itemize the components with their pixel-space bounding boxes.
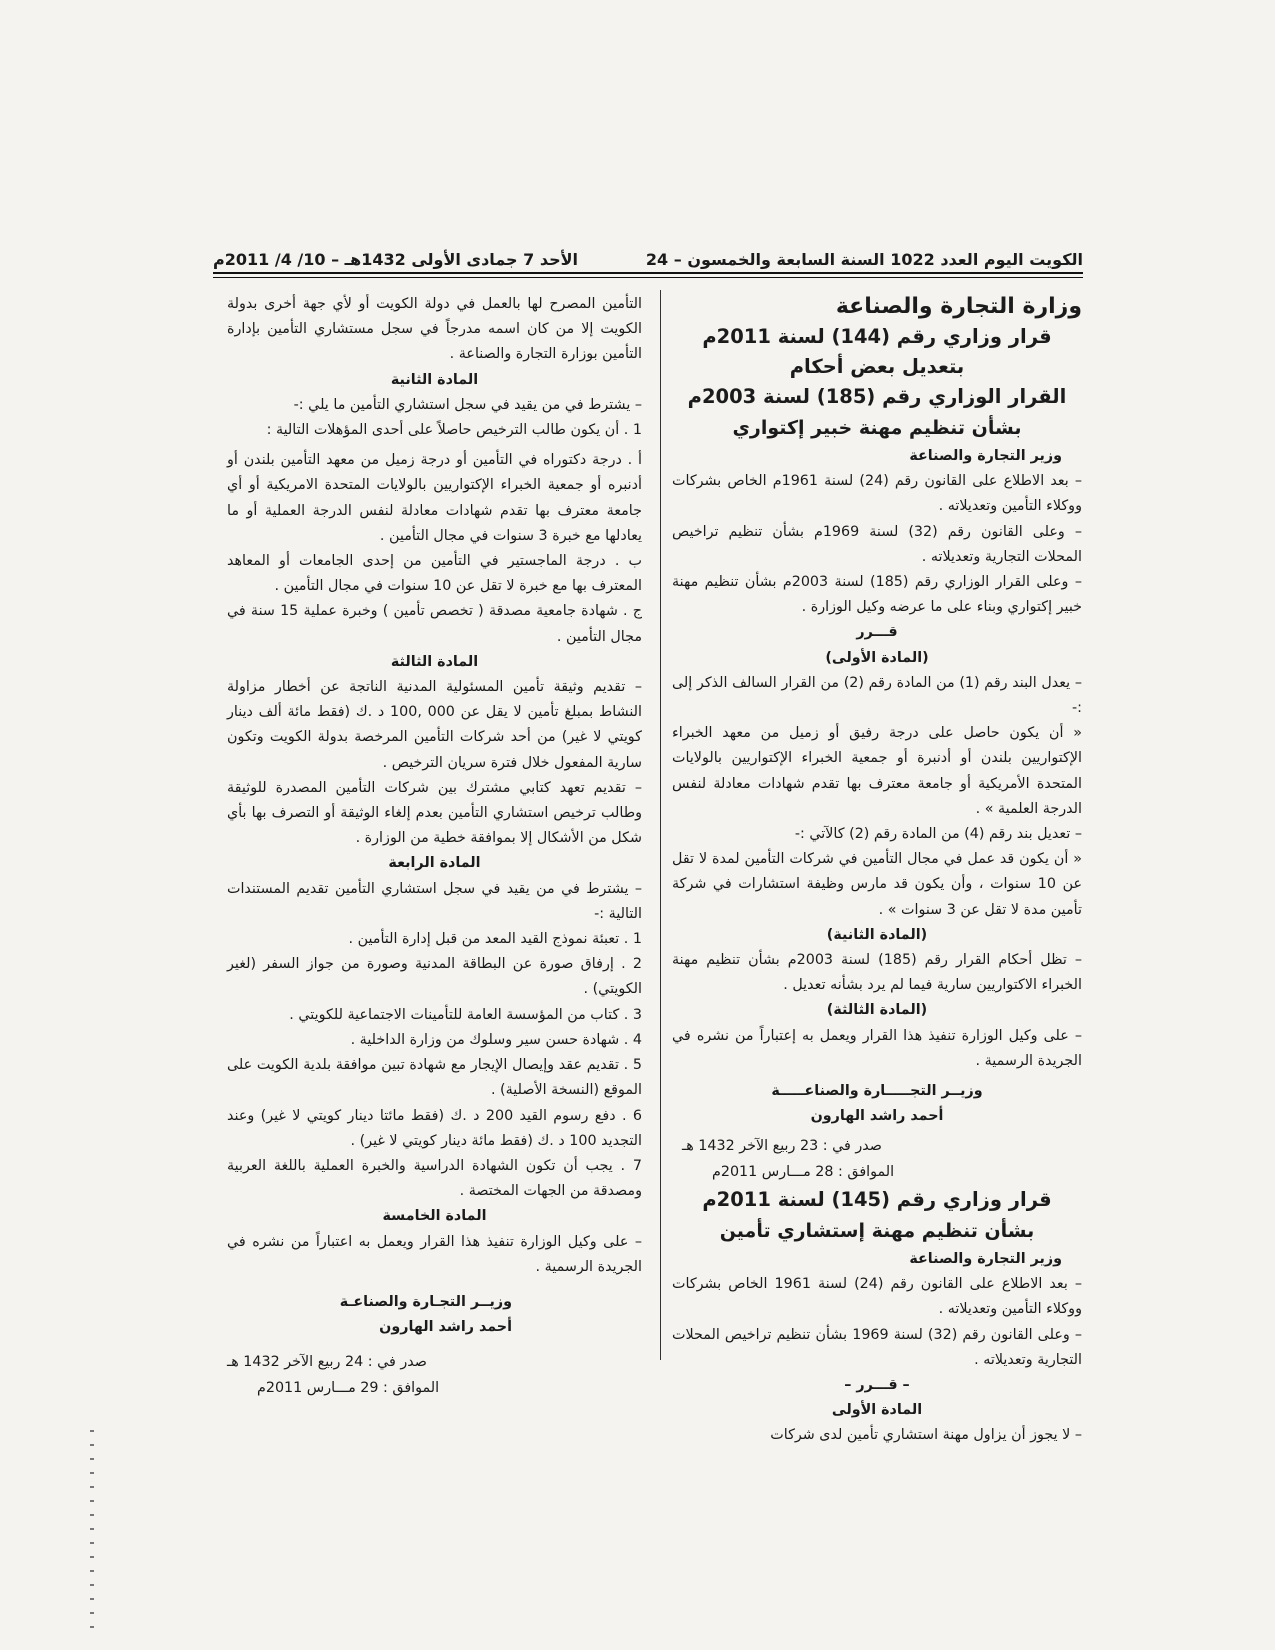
article-2-heading: المادة الثانية xyxy=(390,371,479,388)
issued-hijri-date: صدر في : 23 ربيع الآخر 1432 هـ xyxy=(682,1138,882,1155)
decision-144-title-line2: القرار الوزاري رقم (185) لسنة 2003م xyxy=(687,385,1067,408)
article-1-heading: (المادة الأولى) xyxy=(825,649,929,666)
preamble-item: – وعلى القانون رقم (32) لسنة 1969م بشأن تنظيم تراخيص المحلات التجارية وتعديلاته . xyxy=(672,523,1082,565)
article-1-text: – يعدل البند رقم (1) من المادة رقم (2) من القرار السالف الذكر إلى :- xyxy=(672,674,1083,717)
signature-name: أحمد راشد الهارون xyxy=(379,1319,512,1336)
signature-title: وزيــر التجـــــارة والصناعـــــة xyxy=(771,1083,983,1100)
article-5-text: – على وكيل الوزارة تنفيذ هذا القرار ويعمل به اعتباراً من نشره في الجريدة الرسمية . xyxy=(227,1233,642,1275)
document-list-item: 6 . دفع رسوم القيد 200 د .ك (فقط مائتا دينار كويتي لا غير) وعند التجديد 100 د .ك (فقط مائة دينار كويتي لا غير) . xyxy=(227,1107,642,1149)
document-list-item: 2 . إرفاق صورة عن البطاقة المدنية وصورة من جواز السفر (لغير الكويتي) . xyxy=(227,956,642,998)
decision-145-issuer: وزير التجارة والصناعة xyxy=(909,1250,1062,1267)
document-list-item: 1 . تعبئة نموذج القيد المعد من قبل إدارة التأمين . xyxy=(348,931,642,948)
page-header xyxy=(213,239,1083,269)
article-3-heading: (المادة الثالثة) xyxy=(826,1002,928,1019)
header-rule-thin xyxy=(213,277,1083,278)
article-3-heading: المادة الثالثة xyxy=(390,653,479,670)
article-1-text: – تعديل بند رقم (4) من المادة رقم (2) كالآتي :- xyxy=(794,826,1082,843)
article-1-text: – لا يجوز أن يزاول مهنة استشاري تأمين لدى شركات xyxy=(770,1427,1082,1444)
issued-gregorian-date: الموافق : 29 مـــارس 2011م xyxy=(257,1379,440,1396)
article-1-text: « أن يكون حاصل على درجة رفيق أو زميل من معهد الخبراء الإكتواريين بلندن أو أدنبرة أو جمعية الخبراء الإكتواريين بالولايات المتحدة الأمريكية أو جامعة معترف بها تقدم شهادات معادلة لنفس الدرجة العلمية » . xyxy=(672,725,1082,817)
document-list-item: 4 . شهادة حسن سير وسلوك من وزارة الداخلية . xyxy=(350,1031,642,1048)
article-2-sub-item: ب . درجة الماجستير في التأمين من إحدى الجامعات أو المعاهد المعترف بها مع خبرة لا تقل عن 10 سنوات في مجال التأمين . xyxy=(227,553,642,595)
issued-hijri-date: صدر في : 24 ربيع الآخر 1432 هـ xyxy=(227,1354,427,1371)
binding-marks xyxy=(90,1430,94,1630)
article-4-intro: – يشترط في من يقيد في سجل استشاري التأمين تقديم المستندات التالية :- xyxy=(227,880,642,922)
decision-145-subtitle: بشأن تنظيم مهنة إستشاري تأمين xyxy=(719,1219,1035,1242)
header-issue-info: الكويت اليوم العدد 1022 السنة السابعة والخمسون – 24 xyxy=(645,250,1083,269)
preamble-item: – وعلى القرار الوزاري رقم (185) لسنة 2003م بشأن تنظيم مهنة خبير إكتواري وبناء على ما عرضه وكيل الوزارة . xyxy=(672,574,1082,616)
decided-heading: – قـــرر – xyxy=(844,1376,910,1393)
decision-145-title: قرار وزاري رقم (145) لسنة 2011م xyxy=(702,1187,1052,1211)
preamble-item: – بعد الاطلاع على القانون رقم (24) لسنة 1961 الخاص بشركات ووكلاء التأمين وتعديلاته . xyxy=(672,1276,1083,1318)
article-2-heading: (المادة الثانية) xyxy=(826,926,928,943)
document-list-item: 5 . تقديم عقد وإيصال الإيجار مع شهادة تبين موافقة بلدية الكويت على الموقع (النسخة الأصلية) . xyxy=(227,1057,642,1099)
article-2-sub-item: أ . درجة دكتوراه في التأمين أو درجة زميل من معهد التأمين بلندن أو أدنبره أو جمعية الخبراء الإكتواريين بالولايات المتحدة الامريكية أو أي جامعة معترف بها تقدم شهادات معادلة لنفس الدرجة العملية أو ما يعادلها مع خبرة 3 سنوات في مجال التأمين . xyxy=(227,452,642,544)
article-1-text: « أن يكون قد عمل في مجال التأمين في شركات التأمين لمدة لا تقل عن 10 سنوات ، وأن يكون قد مارس وظيفة استشارات في شركة تأمين مدة لا تقل عن 3 سنوات » . xyxy=(672,851,1082,918)
decision-144-subtitle: بشأن تنظيم مهنة خبير إكتواري xyxy=(732,417,1022,439)
issued-gregorian-date: الموافق : 28 مـــارس 2011م xyxy=(712,1163,895,1180)
preamble-item: – بعد الاطلاع على القانون رقم (24) لسنة 1961م الخاص بشركات ووكلاء التأمين وتعديلاته . xyxy=(672,473,1082,515)
right-column xyxy=(672,292,1082,1449)
decision-144-title: قرار وزاري رقم (144) لسنة 2011م بتعديل بعض أحكام xyxy=(702,325,1052,378)
document-list-item: 3 . كتاب من المؤسسة العامة للتأمينات الاجتماعية للكويتي . xyxy=(289,1006,642,1023)
header-rule xyxy=(213,272,1083,274)
article-2-item: 1 . أن يكون طالب الترخيص حاصلاً على أحدى المؤهلات التالية : xyxy=(266,422,642,439)
article-1-heading: المادة الأولى xyxy=(831,1402,923,1419)
decided-heading: قـــرر xyxy=(856,624,898,641)
article-3-text: – تقديم تعهد كتابي مشترك بين شركات التأمين المصدرة للوثيقة وطالب ترخيص استشاري التأمين بعدم إلغاء الوثيقة أو التصرف بها بأي شكل من الأشكال إلا بموافقة خطية من الوزارة . xyxy=(227,779,642,847)
article-2-intro: – يشترط في من يقيد في سجل استشاري التأمين ما يلي :- xyxy=(293,396,642,413)
article-5-heading: المادة الخامسة xyxy=(382,1208,487,1225)
article-3-text: – على وكيل الوزارة تنفيذ هذا القرار ويعمل به إعتباراً من نشره في الجريدة الرسمية . xyxy=(672,1027,1082,1069)
article-2-text: – تظل أحكام القرار رقم (185) لسنة 2003م بشأن تنظيم مهنة الخبراء الاكتواريين سارية فيما لم يرد بشأنه تعديل . xyxy=(672,952,1082,994)
decision-144-issuer: وزير التجارة والصناعة xyxy=(909,448,1062,464)
preamble-item: – وعلى القانون رقم (32) لسنة 1969 بشأن تنظيم تراخيص المحلات التجارية وتعديلاته . xyxy=(672,1326,1083,1368)
signature-title: وزيــر التجـارة والصناعـة xyxy=(339,1293,512,1310)
article-2-sub-item: ج . شهادة جامعية مصدقة ( تخصص تأمين ) وخبرة عملية 15 سنة في مجال التأمين . xyxy=(227,603,642,645)
document-list-item: 7 . يجب أن تكون الشهادة الدراسية والخبرة العملية باللغة العربية ومصدقة من الجهات المختصة . xyxy=(227,1157,642,1200)
left-column xyxy=(227,292,642,1401)
column-divider xyxy=(660,290,661,1360)
header-date: الأحد 7 جمادى الأولى 1432هـ – 10/ 4/ 2011م xyxy=(213,250,579,269)
article-4-heading: المادة الرابعة xyxy=(388,855,481,872)
ministry-heading: وزارة التجارة والصناعة xyxy=(835,294,1082,319)
continuation-text: التأمين المصرح لها بالعمل في دولة الكويت أو لأي جهة أخرى بدولة الكويت إلا من كان اسمه مدرجاً في سجل مستشاري التأمين بإدارة التأمين بوزارة التجارة والصناعة . xyxy=(227,296,642,363)
article-3-text: – تقديم وثيقة تأمين المسئولية المدنية الناتجة عن أخطار مزاولة النشاط بمبلغ تأمين لا يقل عن 000 ,100 د .ك (فقط مائة ألف دينار كويتي لا غير) من أحد شركات التأمين المرخصة بدولة الكويت وتكون سارية المفعول خلال فترة سريان الترخيص . xyxy=(227,679,642,771)
signature-name: أحمد راشد الهارون xyxy=(810,1108,944,1125)
